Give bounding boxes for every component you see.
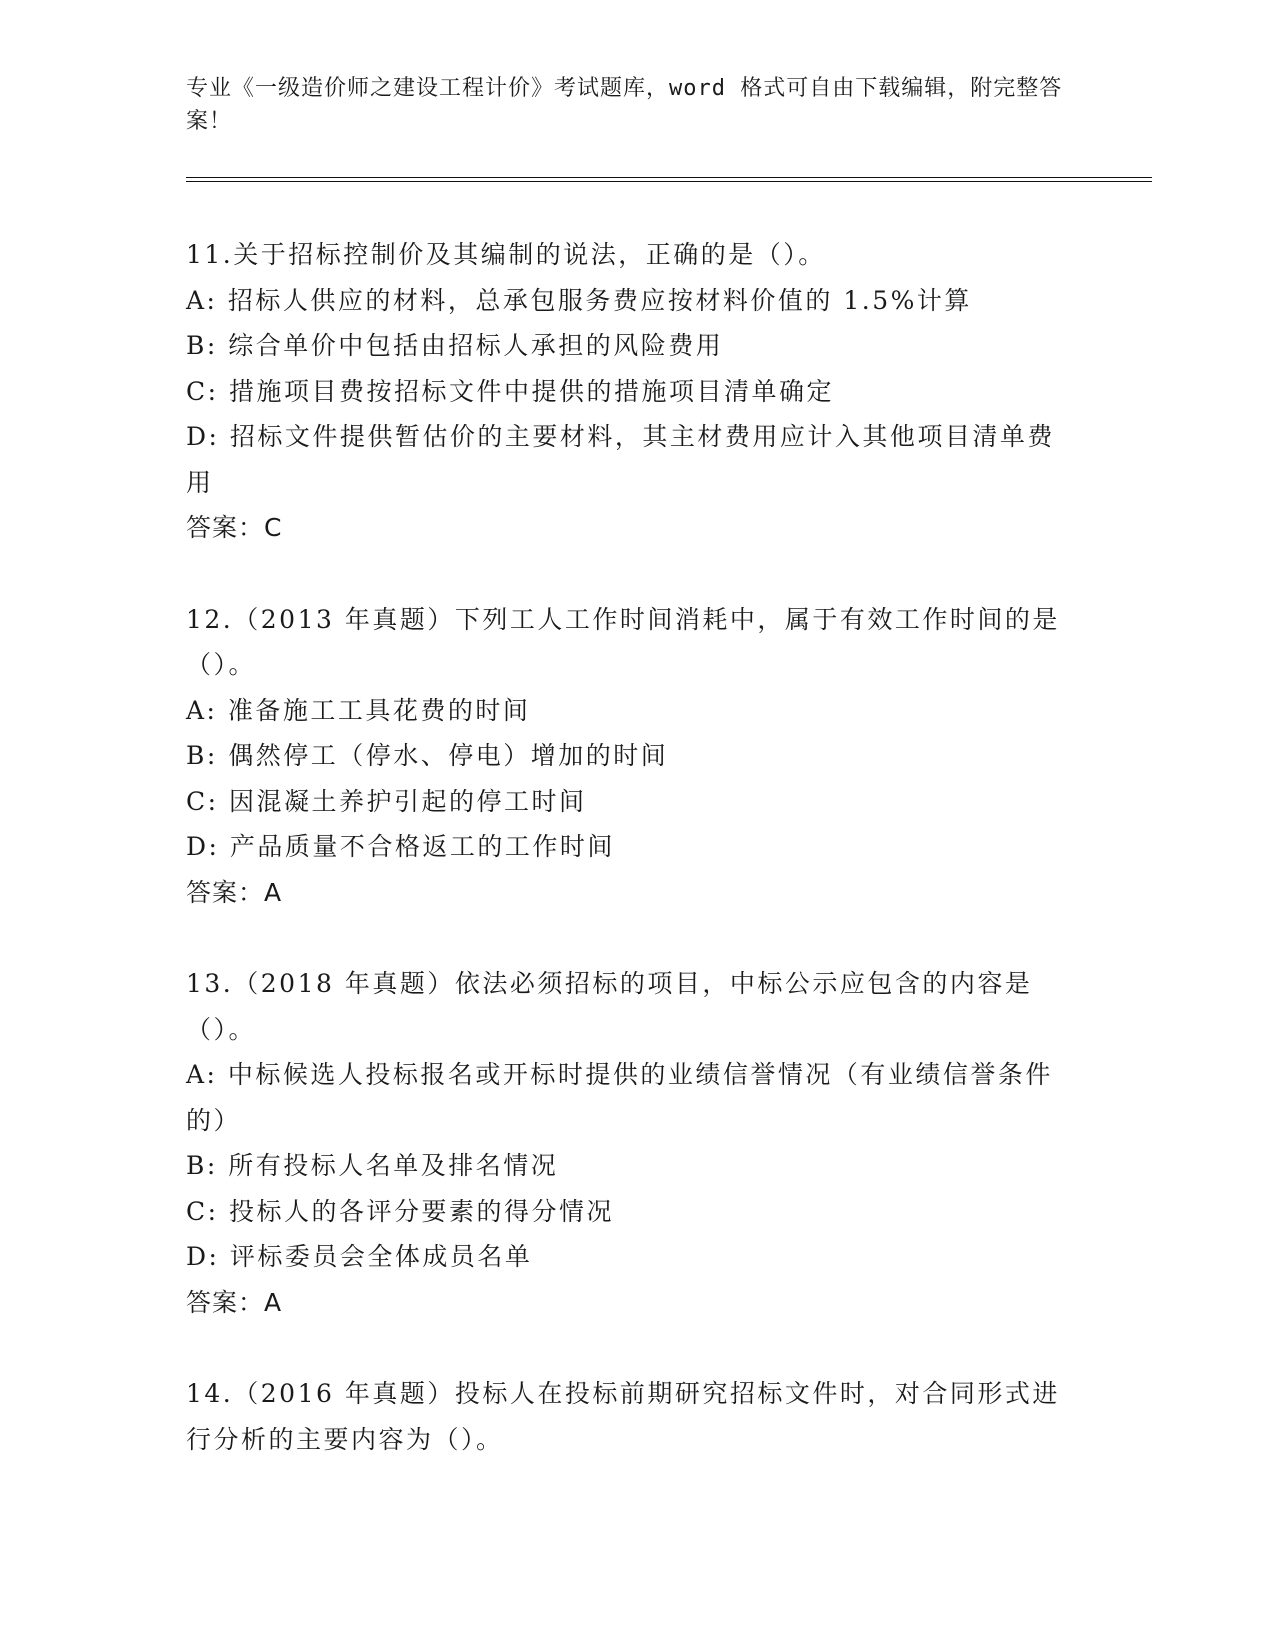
option-b: B: 所有投标人名单及排名情况 — [186, 1151, 559, 1180]
option-b: B: 偶然停工（停水、停电）增加的时间 — [186, 741, 669, 770]
option-d: D: 产品质量不合格返工的工作时间 — [186, 832, 615, 861]
question-13 — [186, 961, 1076, 1325]
option-a: A: 招标人供应的材料，总承包服务费应按材料价值的 1.5%计算 — [186, 285, 972, 315]
option-a: A: 中标候选人投标报名或开标时提供的业绩信誉情况（有业绩信誉条件的） — [186, 1060, 1053, 1135]
option-c: C: 因混凝土养护引起的停工时间 — [186, 786, 587, 816]
question-11 — [186, 232, 1076, 551]
question-stem: 12.（2013 年真题）下列工人工作时间消耗中，属于有效工作时间的是（）。 — [186, 604, 1060, 679]
answer-label: 答案：C — [186, 513, 283, 542]
question-14 — [186, 1371, 1076, 1462]
option-a: A: 准备施工工具花费的时间 — [186, 695, 531, 725]
question-stem: 13.（2018 年真题）依法必须招标的项目，中标公示应包含的内容是（）。 — [186, 969, 1033, 1044]
option-d: D: 招标文件提供暂估价的主要材料，其主材费用应计入其他项目清单费用 — [186, 422, 1055, 497]
header-divider — [186, 177, 1152, 182]
question-12 — [186, 597, 1076, 916]
document-header: 专业《一级造价师之建设工程计价》考试题库，word 格式可自由下载编辑，附完整答案！ — [186, 76, 1063, 134]
option-c: C: 措施项目费按招标文件中提供的措施项目清单确定 — [186, 376, 835, 406]
option-b: B: 综合单价中包括由招标人承担的风险费用 — [186, 331, 724, 360]
answer-label: 答案：A — [186, 1287, 283, 1317]
question-stem: 14.（2016 年真题）投标人在投标前期研究招标文件时，对合同形式进行分析的主要内容为（）。 — [186, 1379, 1060, 1454]
option-d: D: 评标委员会全体成员名单 — [186, 1242, 533, 1271]
question-stem: 11.关于招标控制价及其编制的说法，正确的是（）。 — [186, 240, 826, 269]
option-c: C: 投标人的各评分要素的得分情况 — [186, 1196, 614, 1226]
question-list — [186, 232, 1076, 1508]
answer-label: 答案：A — [186, 877, 283, 907]
